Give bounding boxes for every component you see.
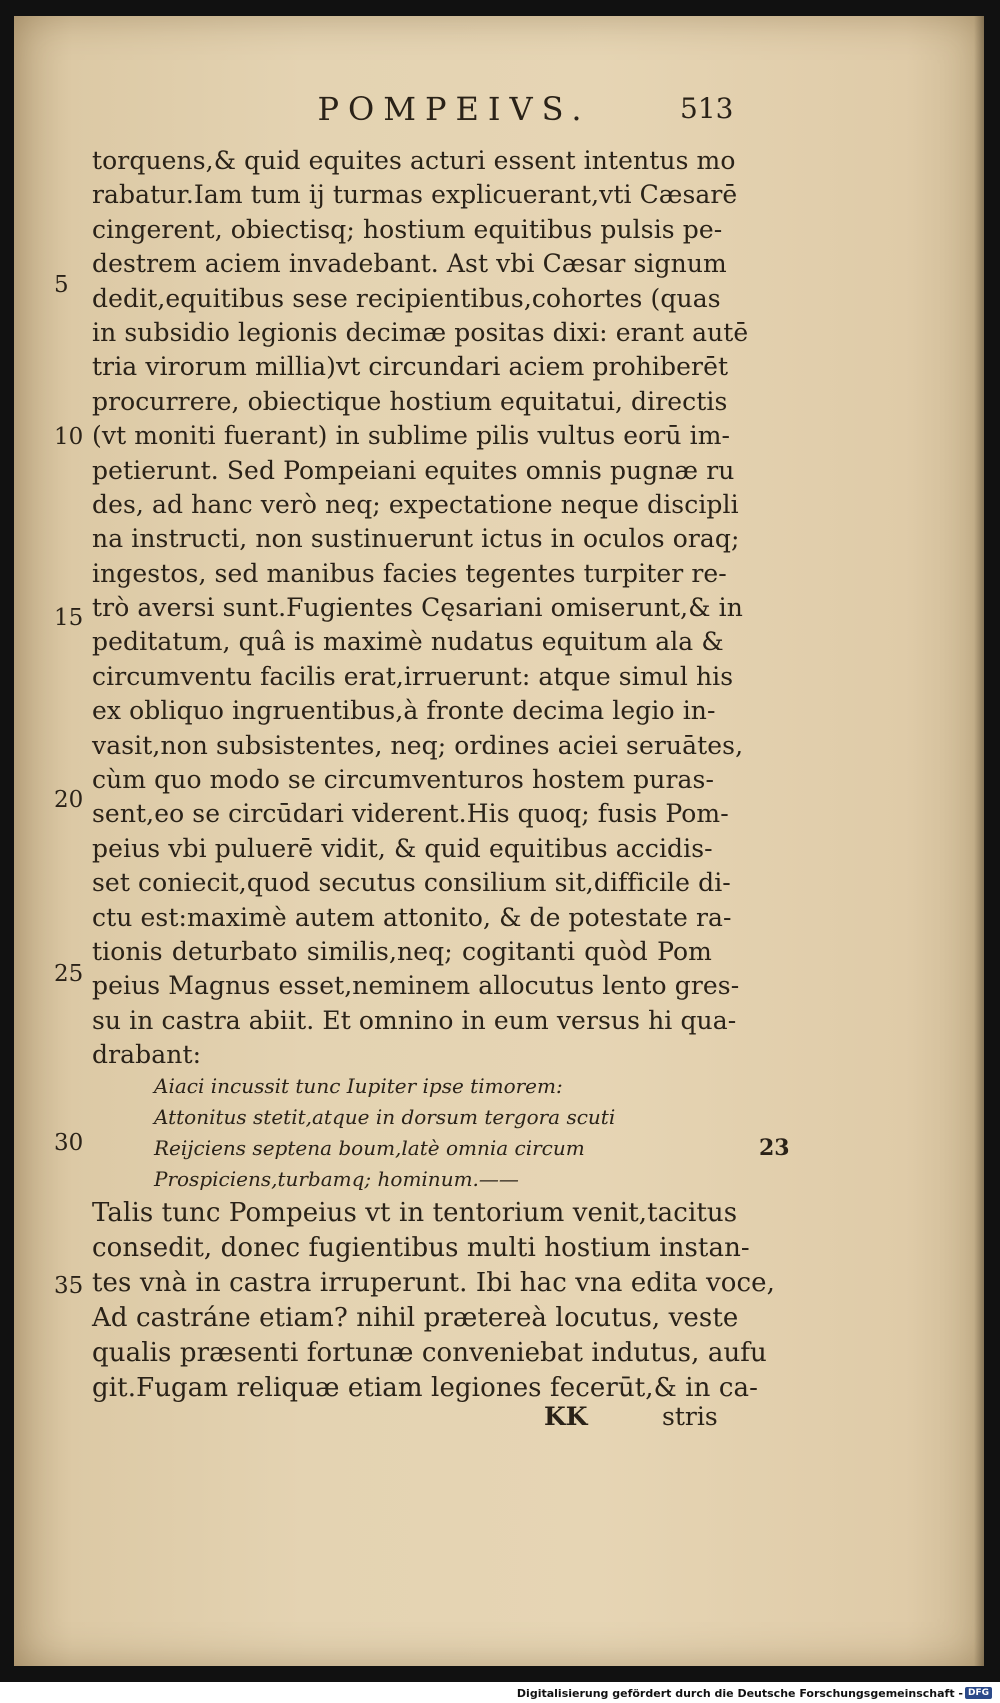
text-line: petierunt. Sed Pompeiani equites omnis pugnæ ru	[92, 455, 735, 485]
verse-line: Reijciens septena boum,latè omnia circum	[154, 1136, 585, 1160]
text-line: peditatum, quâ is maximè nudatus equitum ala &	[92, 627, 724, 657]
line-number: 30	[54, 1130, 84, 1156]
text-line: tes vnà in castra irruperunt. Ibi hac vna edita voce,	[92, 1268, 776, 1298]
line-number: 5	[54, 272, 69, 298]
text-line: trò aversi sunt.Fugientes Cęsariani omiserunt,& in	[92, 593, 743, 623]
digitization-footer	[517, 1684, 992, 1702]
line-number: 25	[54, 961, 84, 987]
dfg-logo-badge: DFG	[965, 1687, 992, 1699]
text-line: cùm quo modo se circumventuros hostem puras-	[92, 765, 715, 795]
margin-note: 23	[759, 1135, 790, 1161]
signature-mark: KK	[544, 1402, 588, 1431]
text-line: des, ad hanc verò neq; expectatione neque discipli	[92, 489, 739, 519]
line-number: 15	[54, 605, 84, 631]
line-number: 20	[54, 787, 84, 813]
line-number: 10	[54, 424, 84, 450]
text-line: (vt moniti fuerant) in sublime pilis vultus eorū im-	[92, 421, 731, 451]
folio-number: 513	[680, 92, 734, 125]
text-line: circumventu facilis erat,irruerunt: atque simul his	[92, 661, 734, 691]
running-head: POMPEIVS.	[317, 90, 591, 128]
main-text-block	[92, 144, 749, 1073]
text-line: peius vbi puluerē vidit, & quid equitibus accidis-	[92, 833, 713, 863]
text-line: sent,eo se circūdari viderent.His quoq; fusis Pom-	[92, 799, 729, 829]
text-line: ingestos, sed manibus facies tegentes turpiter re-	[92, 558, 727, 588]
text-line: vasit,non subsistentes, neq; ordines aciei seruātes,	[92, 730, 744, 760]
text-line: rabatur.Iam tum ij turmas explicuerant,vti Cæsarē	[92, 180, 738, 210]
text-line: tria virorum millia)vt circundari aciem prohiberēt	[92, 352, 729, 382]
text-line: set coniecit,quod secutus consilium sit,difficile di-	[92, 868, 731, 898]
text-line: ex obliquo ingruentibus,à fronte decima legio in-	[92, 696, 716, 726]
verse-line: Aiaci incussit tunc Iupiter ipse timorem:	[154, 1074, 563, 1098]
verse-quotation	[154, 1071, 616, 1195]
verse-line: Attonitus stetit,atque in dorsum tergora scuti	[154, 1105, 616, 1129]
text-line: dedit,equitibus sese recipientibus,cohortes (quas	[92, 283, 721, 313]
footer-text: Digitalisierung gefördert durch die Deutsche Forschungsgemeinschaft -	[516, 1686, 963, 1700]
text-line: drabant:	[92, 1040, 202, 1070]
continuation-text-block	[92, 1196, 776, 1406]
text-line: git.Fugam reliquæ etiam legiones fecerūt,& in ca-	[92, 1373, 759, 1403]
text-line: torquens,& quid equites acturi essent intentus mo	[92, 146, 736, 175]
text-line: destrem aciem invadebant. Ast vbi Cæsar signum	[92, 249, 727, 279]
text-line: su in castra abiit. Et omnino in eum versus hi qua-	[92, 1005, 737, 1035]
text-line: peius Magnus esset,neminem allocutus lento gres-	[92, 971, 740, 1001]
text-line: Talis tunc Pompeius vt in tentorium venit,tacitus	[92, 1198, 738, 1228]
text-line: procurrere, obiectique hostium equitatui, directis	[92, 386, 728, 416]
text-line: ctu est:maximè autem attonito, & de potestate ra-	[92, 902, 732, 932]
book-page	[14, 16, 984, 1666]
text-line: in subsidio legionis decimæ positas dixi: erant autē	[92, 317, 749, 347]
text-line: consedit, donec fugientibus multi hostium instan-	[92, 1233, 750, 1263]
text-line: na instructi, non sustinuerunt ictus in oculos oraq;	[92, 524, 740, 554]
text-line: cingerent, obiectisq; hostium equitibus pulsis pe-	[92, 214, 723, 244]
verse-line: Prospiciens,turbamq; hominum.——	[154, 1167, 519, 1191]
text-line: tionis deturbato similis,neq; cogitanti quòd Pom	[92, 936, 712, 966]
text-line: qualis præsenti fortunæ conveniebat indutus, aufu	[92, 1338, 767, 1368]
text-line: Ad castráne etiam? nihil prætereà locutus, veste	[92, 1303, 739, 1333]
line-number: 35	[54, 1273, 84, 1299]
catchword: stris	[662, 1402, 718, 1431]
